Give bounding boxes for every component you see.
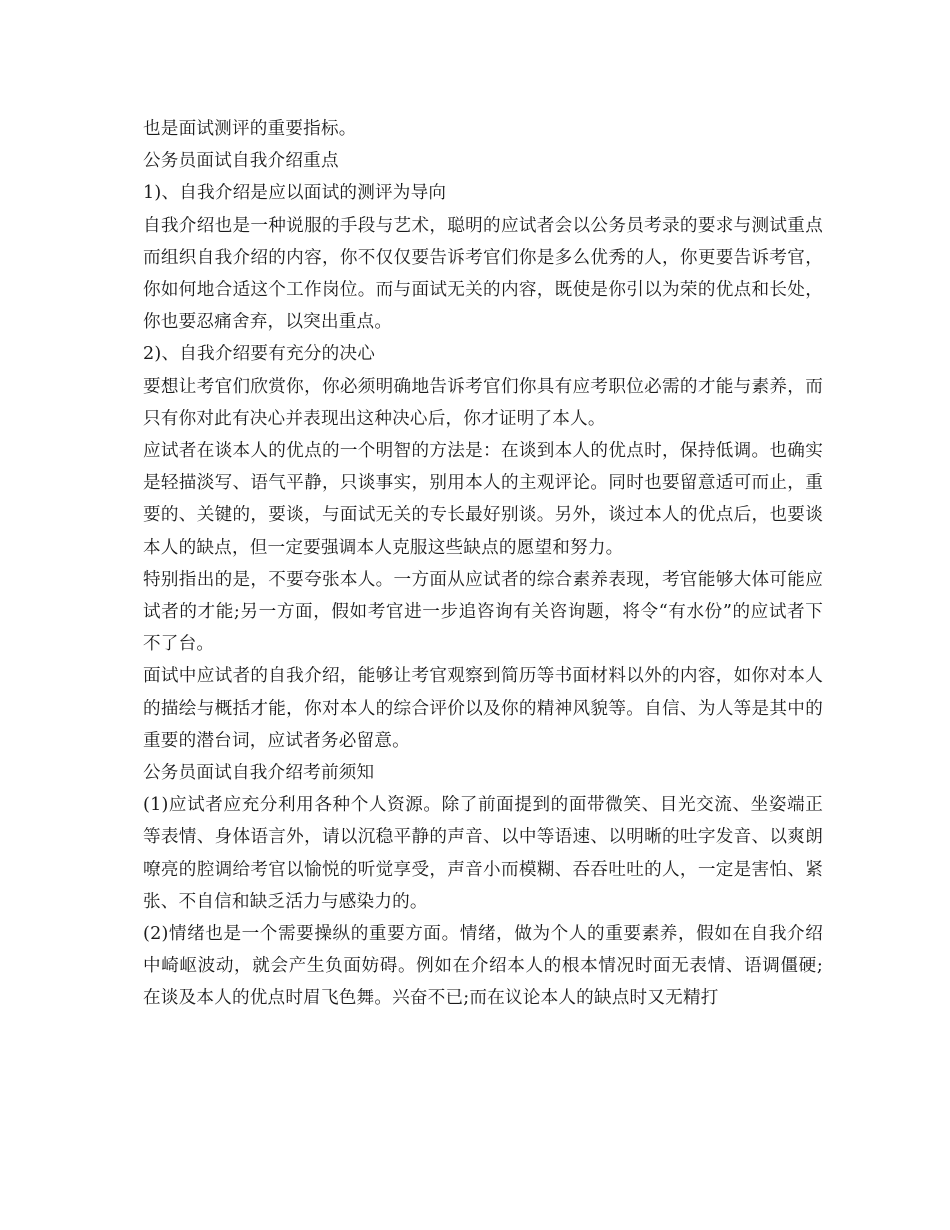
paragraph: 自我介绍也是一种说服的手段与艺术，聪明的应试者会以公务员考录的要求与测试重点而组织自我介绍的内容，你不仅仅要告诉考官们你是多么优秀的人，你更要告诉考官，你如何地合适这个工作岗位。而与面试无关的内容，既使是你引以为荣的优点和长处，你也要忍痛舍弃，以突出重点。: [143, 215, 823, 333]
paragraph: (1)应试者应充分利用各种个人资源。除了前面提到的面带微笑、目光交流、坐姿端正等表情、身体语言外，请以沉稳平静的声音、以中等语速、以明晰的吐字发音、以爽朗嘹亮的腔调给考官以愉悦的听觉享受，声音小而模糊、吞吞吐吐的人，一定是害怕、紧张、不自信和缺乏活力与感染力的。: [143, 795, 823, 912]
paragraph: 应试者在谈本人的优点的一个明智的方法是：在谈到本人的优点时，保持低调。也确实是轻描淡写、语气平静，只谈事实，别用本人的主观评论。同时也要留意适可而止，重要的、关键的，要谈，与面试无关的专长最好别谈。另外，谈过本人的优点后，也要谈本人的缺点，但一定要强调本人克服这些缺点的愿望和努力。: [143, 441, 823, 558]
paragraph: 面试中应试者的自我介绍，能够让考官观察到简历等书面材料以外的内容，如你对本人的描绘与概括才能，你对本人的综合评价以及你的精神风貌等。自信、为人等是其中的重要的潜台词，应试者务必留意。: [143, 666, 823, 751]
subheading-1: 1)、自我介绍是应以面试的测评为导向: [143, 183, 447, 204]
paragraph: 特别指出的是，不要夸张本人。一方面从应试者的综合素养表现，考官能够大体可能应试者的才能;另一方面，假如考官进一步追咨询有关咨询题，将令“有水份”的应试者下不了台。: [143, 569, 823, 655]
section-heading-notes: 公务员面试自我介绍考前须知: [143, 763, 375, 784]
paragraph: 要想让考官们欣赏你，你必须明确地告诉考官们你具有应考职位必需的才能与素养，而只有你对此有决心并表现出这种决心后，你才证明了本人。: [143, 376, 823, 429]
paragraph-continuation: 也是面试测评的重要指标。: [143, 119, 357, 139]
paragraph: (2)情绪也是一个需要操纵的重要方面。情绪，做为个人的重要素养，假如在自我介绍中崎岖波动，就会产生负面妨碍。例如在介绍本人的根本情况时面无表情、语调僵硬;在谈及本人的优点时眉飞色舞。兴奋不已;而在议论本人的缺点时又无精打: [143, 924, 823, 1009]
section-heading-key-points: 公务员面试自我介绍重点: [143, 151, 339, 172]
document-body: [143, 113, 823, 1015]
subheading-2: 2)、自我介绍要有充分的决心: [143, 344, 375, 365]
